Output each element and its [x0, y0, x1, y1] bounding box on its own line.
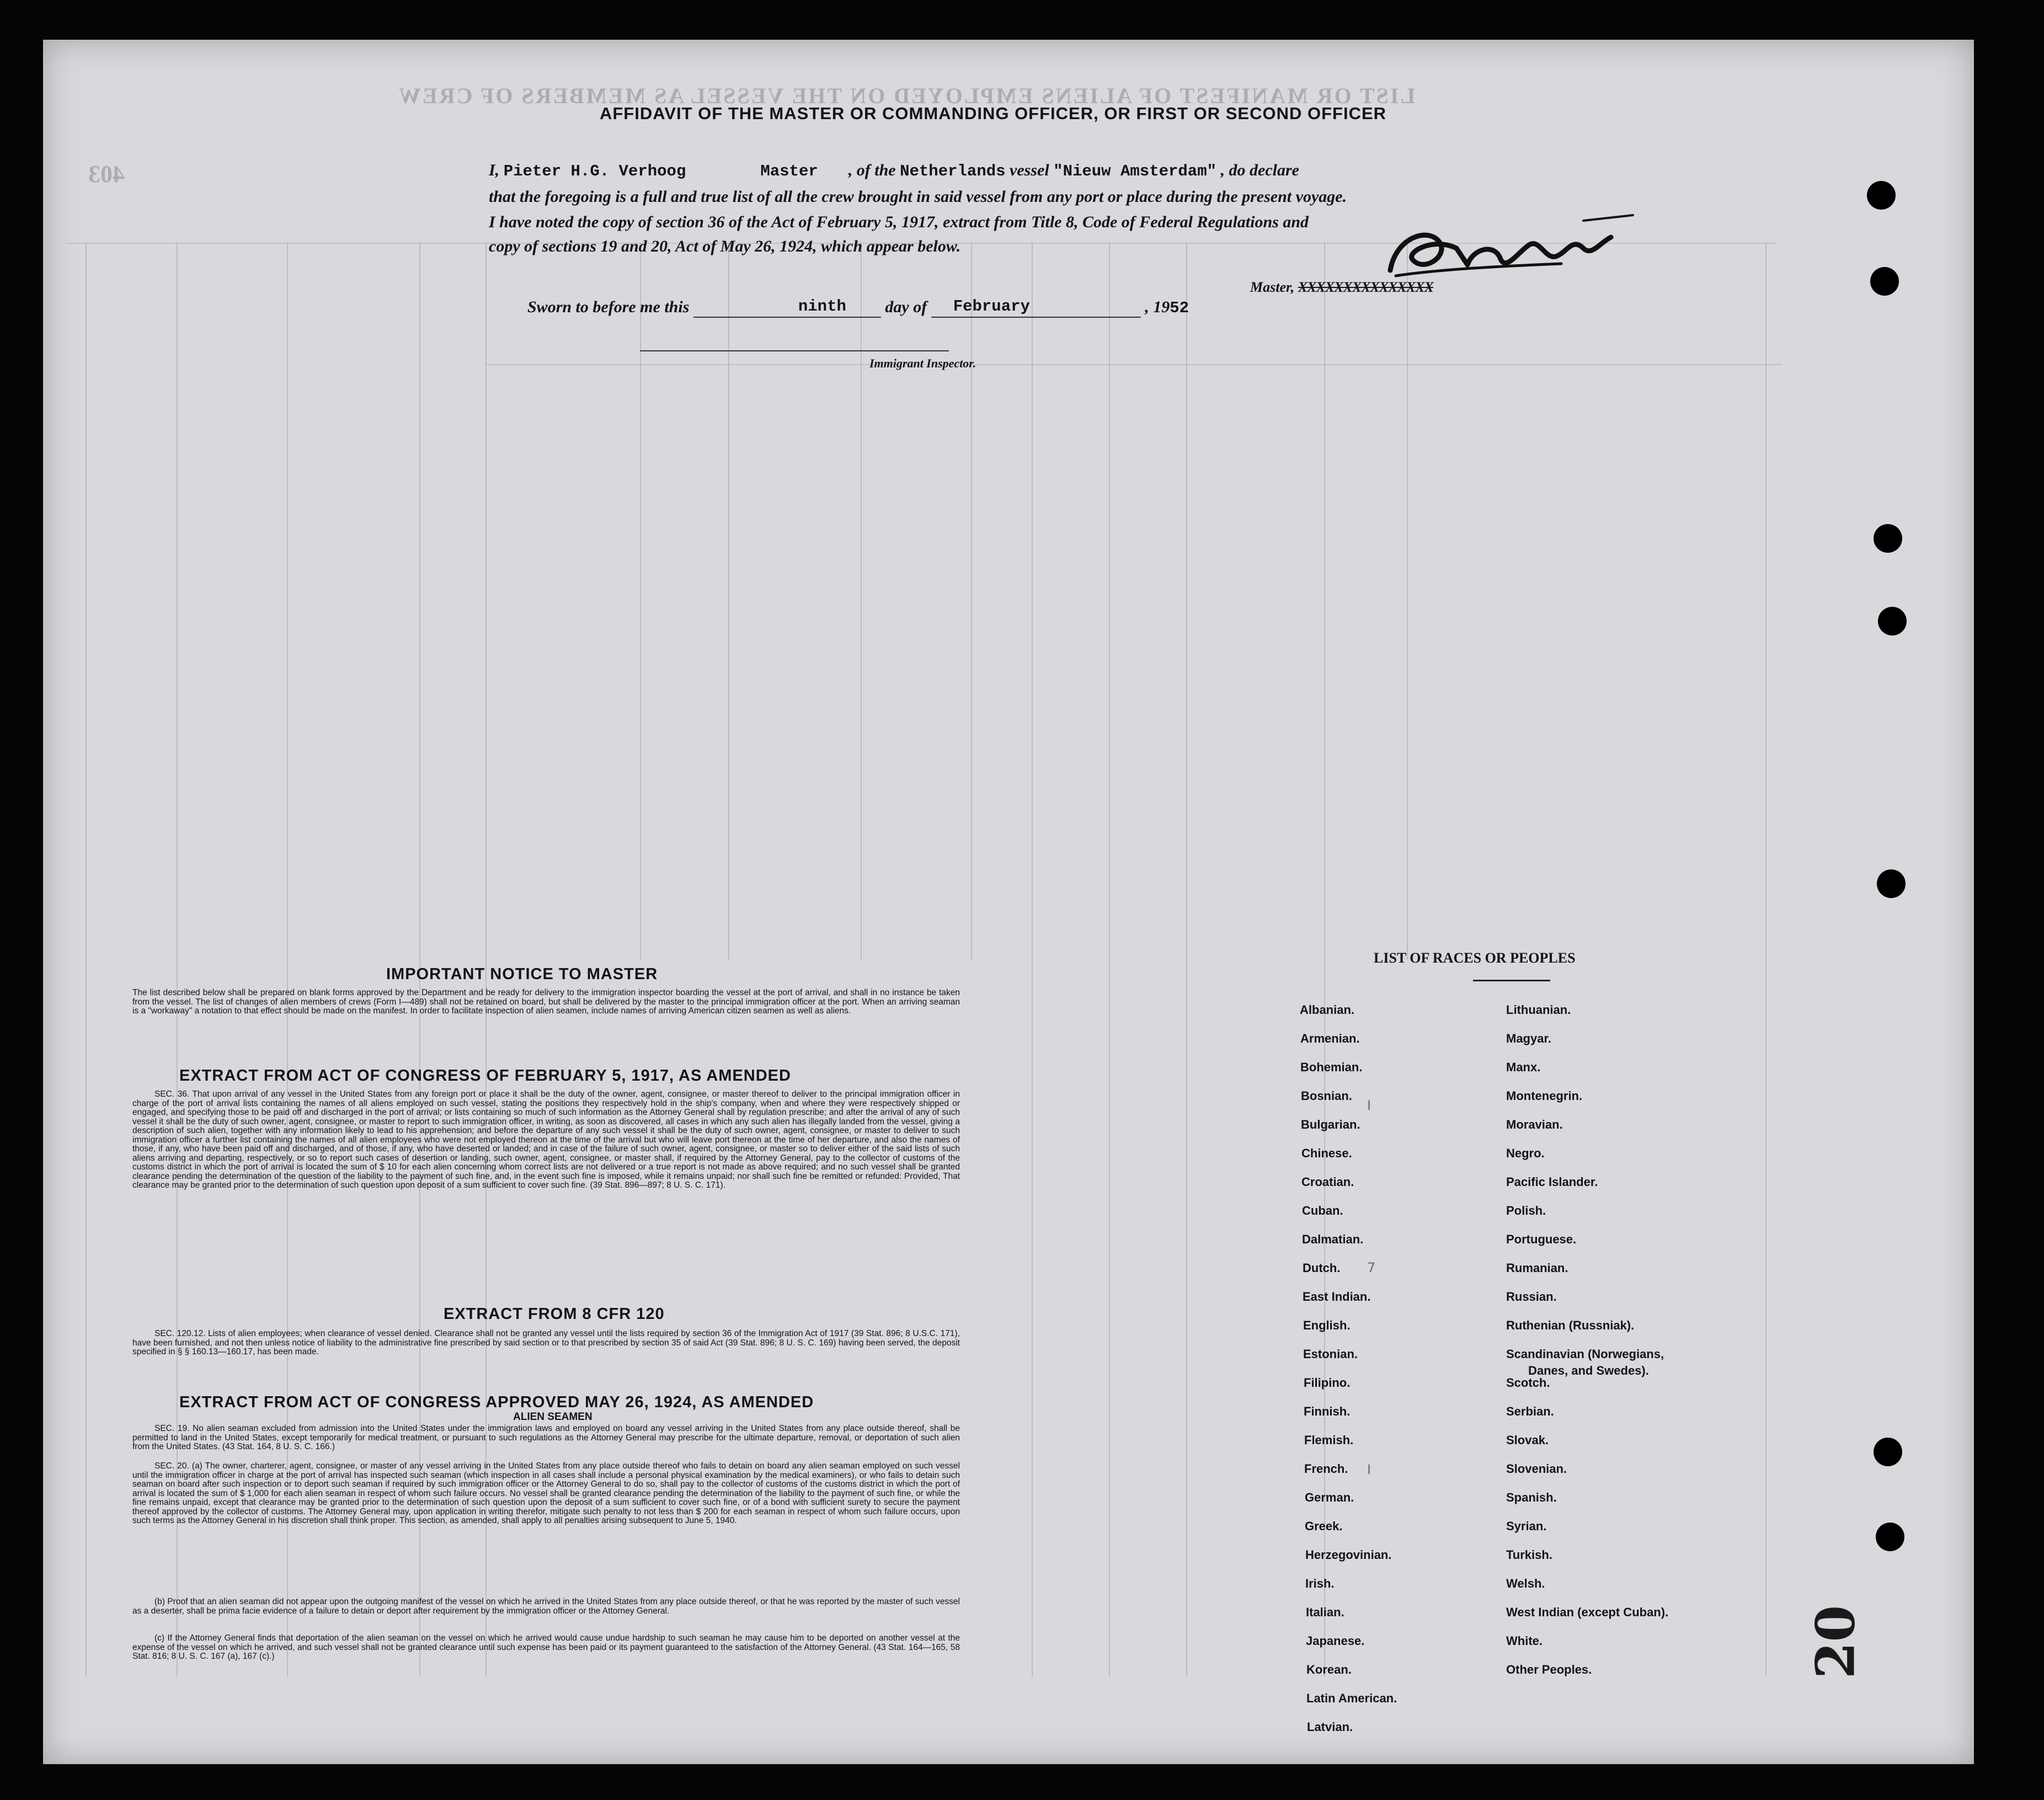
race-item: Albanian. [1300, 1003, 1355, 1017]
race-item: Cuban. [1302, 1204, 1343, 1217]
races-title: LIST OF RACES OR PEOPLES [1374, 950, 1576, 966]
race-item: Syrian. [1506, 1519, 1547, 1533]
sworn-year: 52 [1170, 299, 1189, 317]
pencil-tally-mark: I [1367, 1462, 1371, 1477]
race-item: German. [1305, 1491, 1354, 1504]
race-item: Flemish. [1304, 1433, 1354, 1447]
race-item: Slovenian. [1506, 1462, 1567, 1476]
sec19-text: SEC. 19. No alien seaman excluded from admission into the United States under the immigration laws and employed on board any vessel arriving in the United States from any place outside thereof, shall be permitted to land in the United States, except temporarily for medical treatment, or pursuant to such regulations as the Attorney General may prescribe for the ultimate departure, removal, or deportation of such alien from the United States. (43 Stat. 164, 8 U. S. C. 166.) [132, 1424, 960, 1451]
sec20a-text: SEC. 20. (a) The owner, charterer, agent, consignee, or master of any vessel arriving in the United States from any place outside thereof who fails to detain on board any alien seaman employed on such vessel until the immigration officer in charge at the port of arrival has inspected such seaman (which inspection in all cases shall include a personal physical examination by the medical examiners), or who fails to detain such seaman on board after such inspection or to deport such seaman if required by such immigration officer or the Attorney General to do so, shall pay to the collector of customs of the customs district in which the port of arrival is located the sum of $ 1,000 for each alien seaman in respect of whom such failure occurs. No vessel shall be granted clearance pending the determination of the liability to the payment of such fine, or while the fine remains unpaid, except that clearance may be granted prior to the determination of such question upon the deposit of a sum sufficient to cover such fine, or of a bond with sufficient surety to secure the payment thereof approved by the collector of customs. The Attorney General may, upon application in writing therefor, mitigate such penalty to not less than $ 200 for each seaman in respect of whom such failure occurs, upon such terms as the Attorney General in his discretion shall think proper. This section, as amended, shall apply to all penalties arising subsequent to June 5, 1940. [132, 1461, 960, 1525]
race-item: Danes, and Swedes). [1528, 1364, 1649, 1377]
extract-cfr-heading: EXTRACT FROM 8 CFR 120 [444, 1305, 665, 1323]
race-item: Pacific Islander. [1506, 1175, 1598, 1189]
race-item: Serbian. [1506, 1404, 1554, 1418]
race-item: Herzegovinian. [1305, 1548, 1392, 1562]
race-item: Polish. [1506, 1204, 1546, 1217]
race-item: English. [1303, 1318, 1351, 1332]
binder-hole [1876, 1523, 1904, 1551]
race-item: Slovak. [1506, 1433, 1549, 1447]
race-item: Korean. [1306, 1663, 1352, 1676]
affidavit-line-2: that the foregoing is a full and true list of all the crew brought in said vessel from any port or place during the present voyage. [489, 188, 1347, 206]
race-item: Portuguese. [1506, 1232, 1577, 1246]
race-item: Welsh. [1506, 1577, 1545, 1590]
binder-hole [1870, 267, 1899, 296]
alien-seamen-subheading: ALIEN SEAMEN [513, 1411, 593, 1423]
affidavit-line-4: copy of sections 19 and 20, Act of May 26, 1924, which appear below. [489, 237, 961, 255]
race-item: Other Peoples. [1506, 1663, 1592, 1676]
extract-cfr-text: SEC. 120.12. Lists of alien employees; when clearance of vessel denied. Clearance shall not be granted any vessel until the lists required by section 36 of the Immigration Act of 1917 (39 Stat. 896; 8 U.S.C. 171), have been furnished, and not then unless notice of liability to the administrative fine prescribed by said section or to that prescribed by section 35 of said Act (39 Stat. 896; 8 U. S. C. 169) having been served, the deposit specified in § § 160.13—160.17, has been made. [132, 1329, 960, 1356]
sworn-line: Sworn to before me this ninth day of February , 1952 [527, 297, 1189, 317]
affidavit-title: AFFIDAVIT OF THE MASTER OR COMMANDING OFFICER, OR FIRST OR SECOND OFFICER [599, 104, 1387, 123]
race-item: Latin American. [1306, 1691, 1397, 1705]
race-item: Greek. [1305, 1519, 1343, 1533]
master-name: Pieter H.G. Verhoog [503, 162, 686, 180]
vessel-nationality: Netherlands [900, 162, 1006, 180]
binder-hole [1874, 1438, 1902, 1466]
pencil-tally-mark: 7 [1367, 1260, 1376, 1275]
binder-hole [1867, 181, 1896, 210]
race-item: Turkish. [1506, 1548, 1552, 1562]
handwritten-page-number: 20 [1804, 1605, 1867, 1679]
bleed-through-page-number: 403 [88, 161, 125, 188]
extract-1917-heading: EXTRACT FROM ACT OF CONGRESS OF FEBRUARY 5, 1917, AS AMENDED [179, 1067, 791, 1085]
race-item: Finnish. [1304, 1404, 1351, 1418]
vessel-name: "Nieuw Amsterdam" [1053, 162, 1217, 180]
race-item: Bulgarian. [1301, 1118, 1360, 1131]
binder-hole [1878, 607, 1907, 635]
master-signature-label: Master, XXXXXXXXXXXXXXX [1250, 279, 1433, 295]
race-item: White. [1506, 1634, 1543, 1648]
inspector-label: Immigrant Inspector. [869, 356, 976, 370]
race-item: Montenegrin. [1506, 1089, 1583, 1103]
race-item: Italian. [1306, 1605, 1344, 1619]
race-item: Manx. [1506, 1060, 1541, 1074]
bleed-through-header: LIST OR MANIFEST OF ALIENS EMPLOYED ON THE VESSEL AS MEMBERS OF CREW [397, 83, 1416, 108]
sworn-day: ninth [798, 297, 846, 316]
race-item: Dutch. [1303, 1261, 1341, 1275]
extract-1924-heading: EXTRACT FROM ACT OF CONGRESS APPROVED MAY 26, 1924, AS AMENDED [179, 1393, 814, 1411]
race-item: Magyar. [1506, 1032, 1551, 1045]
race-item: Croatian. [1301, 1175, 1354, 1189]
sec20c-text: (c) If the Attorney General finds that deportation of the alien seaman on the vessel on which he arrived would cause undue hardship to such seaman he may cause him to be deported on another vessel at the expense of the vessel on which he arrived, and such vessel shall not be granted clearance until such expense has been paid or its payment guaranteed to the satisfaction of the Attorney General. (43 Stat. 164—165, 58 Stat. 816; 8 U. S. C. 167 (a), 167 (c).) [132, 1633, 960, 1661]
race-item: Bosnian. [1301, 1089, 1352, 1103]
race-item: Irish. [1305, 1577, 1335, 1590]
affidavit-line-3: I have noted the copy of section 36 of the Act of February 5, 1917, extract from Title 8, Code of Federal Regulations and [489, 213, 1309, 231]
race-item: East Indian. [1303, 1290, 1371, 1304]
race-item: Ruthenian (Russniak). [1506, 1318, 1635, 1332]
races-title-rule [1473, 980, 1550, 981]
notice-text: The list described below shall be prepared on blank forms approved by the Department and be ready for delivery to the immigration inspector boarding the vessel at the port of arrival, and shall in no instance be taken from the vessel. The list of changes of alien members of crews (Form I—489) shall not be retained on board, but shall be delivered by the master to the principal immigration officer at the port. When an arriving seaman is a "workaway" a notation to that effect should be made on the manifest. In order to facilitate inspection of alien seamen, include names of arriving American citizen seamen as well as aliens. [132, 988, 960, 1016]
race-item: West Indian (except Cuban). [1506, 1605, 1669, 1619]
notice-heading: IMPORTANT NOTICE TO MASTER [386, 965, 658, 983]
race-item: Estonian. [1303, 1347, 1358, 1361]
sworn-month: February [953, 297, 1030, 316]
race-item: Latvian. [1307, 1720, 1353, 1734]
race-item: Moravian. [1506, 1118, 1563, 1131]
race-item: Scandinavian (Norwegians, [1506, 1347, 1664, 1361]
race-item: Negro. [1506, 1146, 1545, 1160]
pencil-tally-mark: I [1367, 1098, 1371, 1113]
race-item: Armenian. [1300, 1032, 1360, 1045]
race-item: Russian. [1506, 1290, 1557, 1304]
race-item: Bohemian. [1300, 1060, 1363, 1074]
inspector-signature-line [640, 350, 949, 351]
race-item: French. [1304, 1462, 1348, 1476]
race-item: Filipino. [1304, 1376, 1351, 1390]
race-item: Chinese. [1301, 1146, 1352, 1160]
binder-hole [1874, 524, 1902, 553]
affidavit-declaration-line: I, Pieter H.G. Verhoog Master , of the Netherlands vessel "Nieuw Amsterdam" , do declare [489, 161, 1299, 180]
sec20b-text: (b) Proof that an alien seaman did not appear upon the outgoing manifest of the vessel on which he arrived in the United States from any place outside thereof, or that he was reported by the master of such vessel as a deserter, shall be prima facie evidence of a failure to detain or deport after requirement by the immigration officer or the Attorney General. [132, 1597, 960, 1616]
race-item: Lithuanian. [1506, 1003, 1571, 1017]
race-item: Japanese. [1306, 1634, 1365, 1648]
race-item: Spanish. [1506, 1491, 1557, 1504]
extract-1917-text: SEC. 36. That upon arrival of any vessel in the United States from any foreign port or place it shall be the duty of the owner, agent, consignee, or master thereof to deliver to the principal immigration officer in charge of the port of arrival lists containing the names of all aliens employed on such vessel, stating the positions they respectively hold in the ship's company, when and where they were respectively shipped or engaged, and specifying those to be paid off and discharged in the port of arrival; or lists containing so much of such information as the Attorney General shall by regulation prescribe; and after the arrival of any of such vessel it shall be the duty of such owner, agent, consignee, or master to report to such immigration officer, in writing, as soon as discovered, all cases in which any such alien has illegally landed from the vessel, giving a description of such alien, together with any information likely to lead to his apprehension; and before the departure of any such vessel it shall be the duty of such owner, agent, consignee, or master to deliver to such immigration officer a further list containing the names of all alien employees who were not employed thereon at the time of the arrival but who will leave port thereon at the time of her departure, and also the names of those, if any, who have been paid off and discharged, and of those, if any, who have deserted or landed; and in case of the failure of such owner, agent, consignee, or master so to deliver either of the said lists of such aliens arriving and departing, respectively, or so to report such cases of desertion or landing, such owner, agent, consignee, or master shall, if required by the Attorney General, pay to the collector of customs of the customs district in which the port of arrival is located the sum of $ 10 for each alien concerning whom correct lists are not delivered or a true report is not made as above required; and no such vessel shall be granted clearance pending the determination of the question of the liability to the payment of such fine, and, in the event such fine is imposed, while it remains unpaid; nor shall such fine be remitted or refunded: Provided, That clearance may be granted prior to the determination of such question upon deposit of a sum sufficient to cover such fine. (39 Stat. 896—897; 8 U. S. C. 171). [132, 1089, 960, 1190]
race-item: Scotch. [1506, 1376, 1550, 1390]
master-rank: Master [760, 162, 818, 180]
race-item: Dalmatian. [1302, 1232, 1364, 1246]
race-item: Rumanian. [1506, 1261, 1568, 1275]
binder-hole [1877, 869, 1906, 898]
